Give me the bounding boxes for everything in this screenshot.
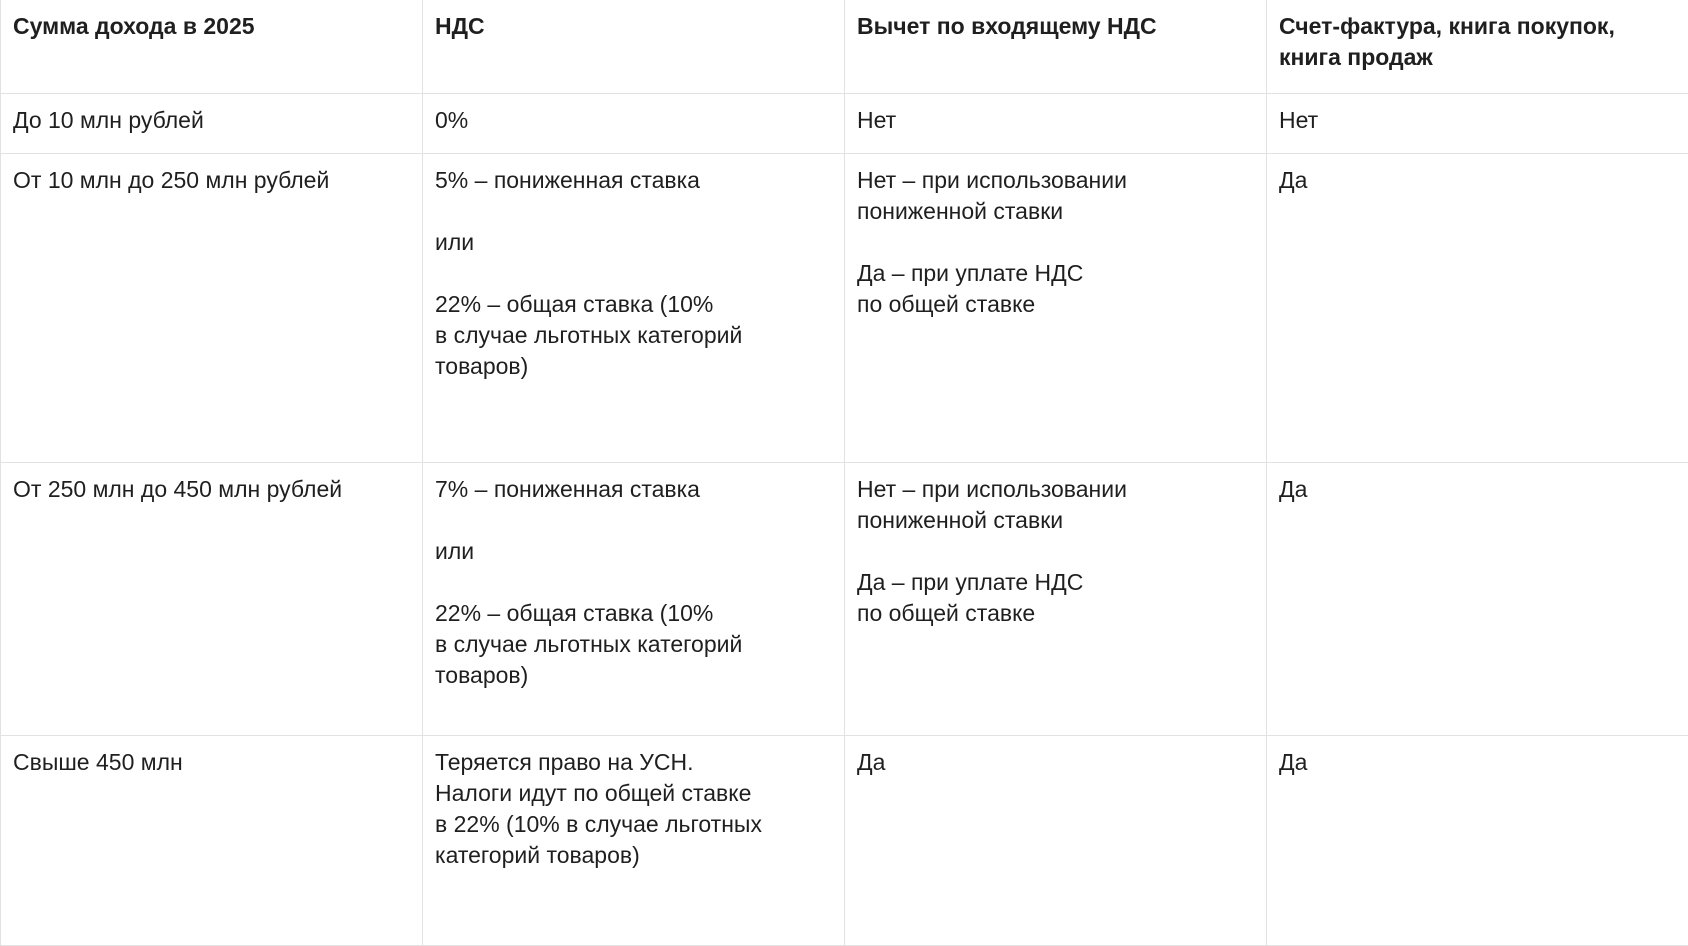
table-row [1, 93, 1688, 153]
header-row [1, 0, 1688, 93]
table-body [1, 93, 1688, 945]
cell-income: От 10 млн до 250 млн рублей [1, 153, 423, 462]
cell-deduction: Нет [845, 93, 1267, 153]
cell-vat: 0% [423, 93, 845, 153]
table-row [1, 735, 1688, 945]
cell-invoice: Да [1267, 153, 1688, 462]
header-income: Сумма дохода в 2025 [1, 0, 423, 93]
cell-invoice: Да [1267, 462, 1688, 735]
header-deduction: Вычет по входящему НДС [845, 0, 1267, 93]
cell-vat: 5% – пониженная ставка или 22% – общая ставка (10% в случае льготных категорий товаров) [423, 153, 845, 462]
cell-vat: Теряется право на УСН. Налоги идут по общей ставке в 22% (10% в случае льготных категорий товаров) [423, 735, 845, 945]
cell-invoice: Да [1267, 735, 1688, 945]
cell-vat: 7% – пониженная ставка или 22% – общая ставка (10% в случае льготных категорий товаров) [423, 462, 845, 735]
cell-deduction: Нет – при использовании пониженной ставки Да – при уплате НДС по общей ставке [845, 462, 1267, 735]
cell-invoice: Нет [1267, 93, 1688, 153]
header-vat: НДС [423, 0, 845, 93]
table-row [1, 462, 1688, 735]
cell-income: До 10 млн рублей [1, 93, 423, 153]
table-row [1, 153, 1688, 462]
cell-income: От 250 млн до 450 млн рублей [1, 462, 423, 735]
header-invoice: Счет-фактура, книга покупок, книга продаж [1267, 0, 1688, 93]
cell-income: Свыше 450 млн [1, 735, 423, 945]
cell-deduction: Нет – при использовании пониженной ставки Да – при уплате НДС по общей ставке [845, 153, 1267, 462]
table-header [1, 0, 1688, 93]
cell-deduction: Да [845, 735, 1267, 945]
